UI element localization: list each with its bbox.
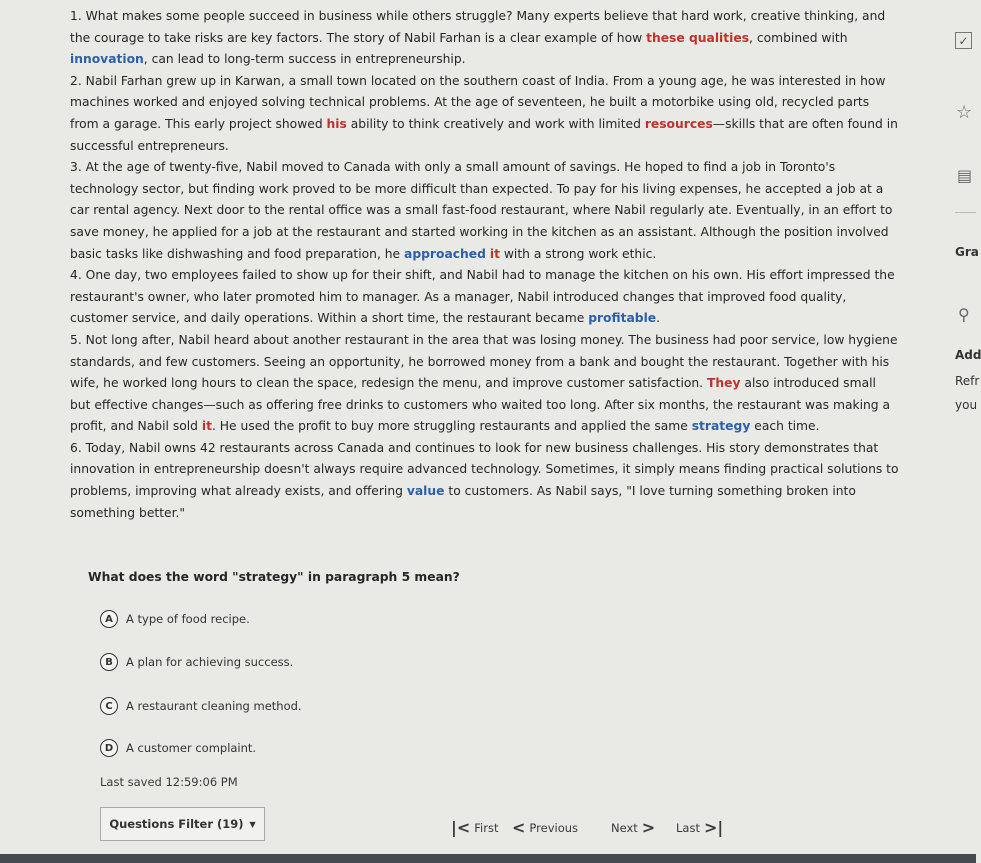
next-button[interactable] <box>611 820 659 836</box>
highlighted-word[interactable]: They <box>707 376 741 391</box>
bottom-taskbar <box>0 854 976 863</box>
paragraph-text: to customers. As Nabil says, "I love turning something broken into something better." <box>70 484 856 520</box>
last-page-icon: >| <box>703 818 724 837</box>
question-prompt: What does the word "strategy" in paragraph 5 mean? <box>88 570 460 584</box>
paragraph-text: 1. What makes some people succeed in business while others struggle? Many experts believe that hard work, creative thinking, and the courage to take risks are key factors. The story of Nabil Farhan is a clear example of how <box>70 9 886 45</box>
star-icon[interactable]: ☆ <box>956 102 973 123</box>
side-label-add: Add <box>955 348 981 362</box>
paragraph-text: with a strong work ethic. <box>499 246 657 261</box>
highlighted-word[interactable]: resources <box>644 116 713 131</box>
paragraph-5 <box>70 330 900 438</box>
choice-text: A plan for achieving success. <box>126 655 294 669</box>
chevron-right-icon: > <box>641 818 656 837</box>
first-button[interactable] <box>447 820 498 836</box>
first-page-icon: |< <box>451 818 471 837</box>
choice-text: A restaurant cleaning method. <box>126 699 302 713</box>
paragraph-text: . <box>656 311 661 326</box>
pin-icon[interactable]: ⚲ <box>958 305 970 324</box>
highlighted-word[interactable]: profitable <box>588 311 657 326</box>
last-label: Last <box>676 821 700 835</box>
notes-icon[interactable]: ▤ <box>957 166 973 185</box>
paragraph-text: 4. One day, two employees failed to show up for their shift, and Nabil had to manage the kitchen on his own. His effort impressed the restaurant's owner, who later promoted him to manager. As a manager, Nabil introduced changes that improved food quality, customer service, and daily operations. Within a short time, the restaurant became <box>70 268 895 326</box>
paragraph-4 <box>70 265 900 330</box>
paragraph-6 <box>70 438 900 524</box>
side-label-gra: Gra <box>955 245 979 259</box>
side-divider <box>955 212 976 213</box>
paragraph-text: , combined with <box>749 30 848 45</box>
choice-a[interactable] <box>100 610 250 628</box>
questions-filter-button[interactable] <box>100 807 265 841</box>
paragraph-text: 3. At the age of twenty-five, Nabil moved to Canada with only a small amount of savings. He hoped to find a job in Toronto's technology sector, but finding work proved to be more difficult than expected. To pay for his living expenses, he accepted a job at a car rental agency. Next door to the rental office was a small fast-food restaurant, where Nabil regularly ate. Eventually, in an effort to save money, he applied for a job at the restaurant and started working in the kitchen as an assistant. Although the position involved basic tasks like dishwashing and food preparation, he <box>70 160 893 261</box>
paragraph-text: 5. Not long after, Nabil heard about another restaurant in the area that was losing money. The business had poor service, low hygiene standards, and few customers. Seeing an opportunity, he borrowed money from a bank and bought the restaurant. Together with his wife, he worked long hours to clean the space, redesign the menu, and improve customer satisfaction. <box>70 332 898 391</box>
reading-passage <box>70 6 900 524</box>
next-label: Next <box>611 821 638 835</box>
highlighted-word[interactable]: it <box>201 419 212 434</box>
highlighted-word[interactable]: it <box>489 246 500 261</box>
paragraph-text: . He used the profit to buy more struggling restaurants and applied the same <box>211 419 692 434</box>
first-label: First <box>474 821 499 835</box>
paragraph-text: 2. Nabil Farhan grew up in Karwan, a small town located on the southern coast of India. From a young age, he was interested in how machines worked and enjoyed solving technical problems. At the age of seventeen, he built a motorbike using old, recycled parts from a garage. This early project showed <box>70 73 886 131</box>
highlighted-word[interactable]: his <box>326 116 347 131</box>
highlighted-word[interactable]: approached <box>404 246 486 261</box>
choice-letter-circle[interactable]: C <box>100 697 118 715</box>
last-saved-status: Last saved 12:59:06 PM <box>100 775 238 789</box>
paragraph-1 <box>70 6 900 71</box>
side-label-refr: Refr <box>955 374 980 388</box>
paragraph-2 <box>70 71 900 157</box>
checkmark-icon[interactable]: ✓ <box>955 32 972 49</box>
side-label-you: you <box>955 398 978 412</box>
paragraph-text: each time. <box>750 419 820 434</box>
caret-down-icon: ▼ <box>249 819 256 829</box>
previous-label: Previous <box>529 821 579 835</box>
highlighted-word[interactable]: these qualities <box>646 30 750 45</box>
last-button[interactable] <box>676 820 727 836</box>
choice-letter-circle[interactable]: B <box>100 653 118 671</box>
paragraph-text: also introduced small but effective changes—such as offering free drinks to customers who waited too long. After six months, the restaurant was making a profit, and Nabil sold <box>70 376 891 434</box>
highlighted-word[interactable]: strategy <box>691 419 751 434</box>
choice-letter-circle[interactable]: A <box>100 610 118 628</box>
paragraph-text: ability to think creatively and work with limited <box>346 116 645 131</box>
paragraph-text: 6. Today, Nabil owns 42 restaurants across Canada and continues to look for new business challenges. His story demonstrates that innovation in entrepreneurship doesn't always require advanced technology. Sometimes, it simply means finding practical solutions to problems, improving what already exists, and offering <box>70 440 899 499</box>
paragraph-text: , can lead to long-term success in entrepreneurship. <box>143 52 466 67</box>
paragraph-3 <box>70 157 900 265</box>
chevron-left-icon: < <box>512 818 526 837</box>
paragraph-text: —skills that are often found in successful entrepreneurs. <box>70 116 898 153</box>
choice-c[interactable] <box>100 697 302 715</box>
choice-text: A type of food recipe. <box>126 612 250 626</box>
previous-button[interactable] <box>508 820 578 836</box>
choice-text: A customer complaint. <box>126 741 257 755</box>
choice-letter-circle[interactable]: D <box>100 739 118 757</box>
choice-b[interactable] <box>100 653 293 671</box>
choice-d[interactable] <box>100 739 256 757</box>
highlighted-word[interactable]: value <box>406 484 445 499</box>
highlighted-word[interactable]: innovation <box>70 52 144 67</box>
questions-filter-label: Questions Filter (19) <box>109 817 244 831</box>
